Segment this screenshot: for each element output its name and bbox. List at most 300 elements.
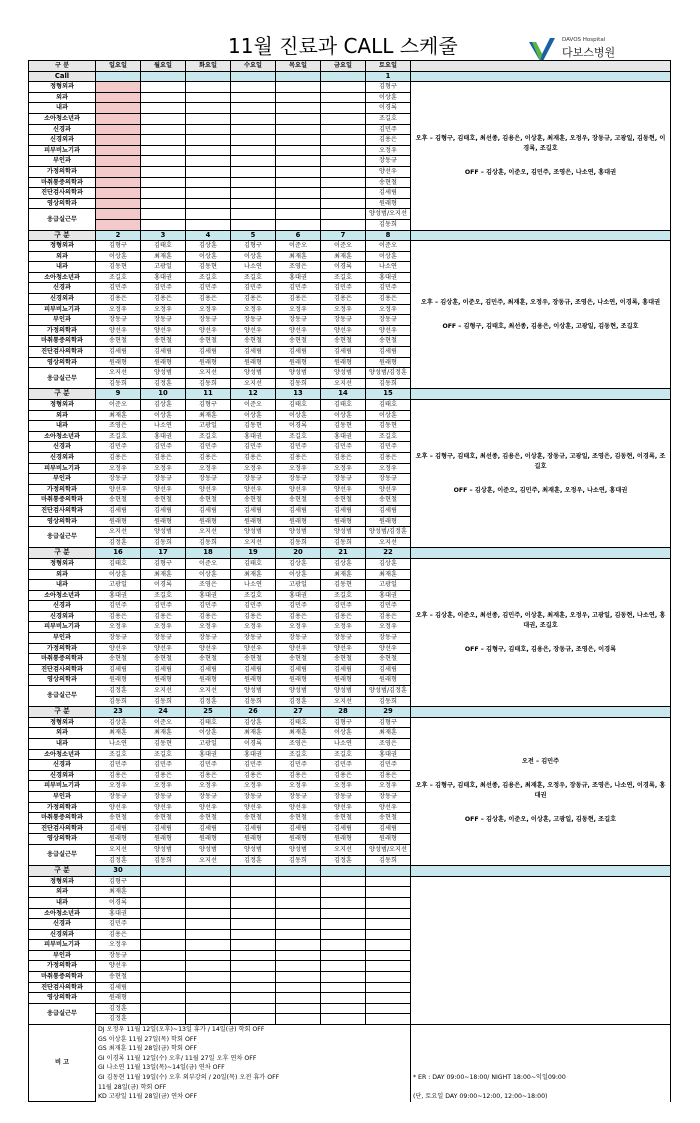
dept-label: 소아청소년과	[29, 749, 96, 760]
doctor-cell: 김태호	[321, 400, 366, 411]
week-note-line: OFF – 김상훈, 이준오, 김민주, 조영은, 나소연, 홍대권	[464, 168, 617, 176]
doctor-cell	[276, 198, 321, 209]
dept-label: 피부비뇨기과	[29, 145, 96, 156]
doctor-cell: 고광일	[141, 262, 186, 273]
doctor-cell	[276, 887, 321, 898]
doctor-cell: 이상훈	[276, 569, 321, 580]
doctor-cell: 김형구	[141, 558, 186, 569]
er-cell: 양성범	[141, 844, 186, 855]
doctor-cell: 김동현	[186, 262, 231, 273]
dept-label: 외과	[29, 569, 96, 580]
doctor-cell: 송현철	[186, 654, 231, 665]
doctor-cell: 원래형	[141, 516, 186, 527]
doctor-cell	[321, 145, 366, 156]
doctor-cell: 오정우	[186, 463, 231, 474]
doctor-cell: 최재훈	[276, 251, 321, 262]
doctor-cell	[96, 145, 141, 156]
doctor-cell: 김동현	[141, 739, 186, 750]
doctor-cell: 김세림	[366, 505, 411, 516]
doctor-cell	[231, 982, 276, 993]
week-date-row	[29, 389, 671, 400]
doctor-cell	[276, 982, 321, 993]
date-row-notes-blank	[411, 389, 671, 400]
doctor-cell: 이준오	[96, 400, 141, 411]
dept-row	[29, 876, 671, 887]
dept-label: 진단검사의학과	[29, 188, 96, 199]
doctor-cell: 양선우	[96, 961, 141, 972]
doctor-cell: 김세림	[141, 347, 186, 358]
doctor-cell: 장동규	[186, 633, 231, 644]
doctor-cell: 김용은	[231, 770, 276, 781]
doctor-cell: 송현철	[366, 813, 411, 824]
er-cell: 김동희	[186, 378, 231, 389]
dept-label: 진단검사의학과	[29, 664, 96, 675]
date-cell: 8	[366, 230, 411, 241]
doctor-cell: 오정우	[96, 622, 141, 633]
doctor-cell: 송현철	[321, 336, 366, 347]
doctor-cell	[276, 124, 321, 135]
remarks-label: 비 고	[29, 1025, 96, 1102]
doctor-cell	[186, 166, 231, 177]
dept-label: 마취통증의학과	[29, 654, 96, 665]
dept-label: 마취통증의학과	[29, 495, 96, 506]
date-cell: 9	[96, 389, 141, 400]
week-notes	[411, 558, 671, 706]
er-cell: 양성범	[321, 527, 366, 538]
remarks-row	[29, 1054, 671, 1064]
doctor-cell: 김용은	[186, 611, 231, 622]
doctor-cell	[276, 972, 321, 983]
doctor-cell: 김세림	[321, 823, 366, 834]
er-cell	[186, 1003, 231, 1014]
doctor-cell: 김세림	[186, 664, 231, 675]
er-cell: 김정훈	[321, 855, 366, 866]
doctor-cell: 원래형	[276, 834, 321, 845]
doctor-cell: 송현철	[231, 813, 276, 824]
dept-label: 신경과	[29, 124, 96, 135]
doctor-cell: 김형구	[366, 82, 411, 93]
doctor-cell: 김민주	[186, 760, 231, 771]
doctor-cell: 양선우	[276, 802, 321, 813]
doctor-cell: 원래형	[231, 675, 276, 686]
er-cell	[321, 1014, 366, 1025]
doctor-cell	[231, 929, 276, 940]
doctor-cell	[231, 993, 276, 1004]
er-cell: 김정훈	[96, 1014, 141, 1025]
doctor-cell: 송현철	[96, 336, 141, 347]
dept-label: 영상의학과	[29, 675, 96, 686]
er-cell	[141, 209, 186, 220]
doctor-cell: 김세림	[141, 664, 186, 675]
doctor-cell: 김태호	[141, 241, 186, 252]
doctor-cell: 김형구	[321, 717, 366, 728]
doctor-cell	[186, 919, 231, 930]
date-cell: 7	[321, 230, 366, 241]
er-cell: 김동희	[276, 378, 321, 389]
doctor-cell	[231, 908, 276, 919]
dept-label: 진단검사의학과	[29, 982, 96, 993]
dept-label: 내과	[29, 739, 96, 750]
remarks-right-blank	[411, 1083, 671, 1093]
date-cell: 24	[141, 707, 186, 718]
doctor-cell: 송현철	[366, 495, 411, 506]
doctor-cell: 김세림	[96, 823, 141, 834]
remarks-row	[29, 1044, 671, 1054]
doctor-cell: 원래형	[366, 357, 411, 368]
doctor-cell: 홍대권	[186, 749, 231, 760]
date-cell: 17	[141, 548, 186, 559]
dept-label: 부인과	[29, 156, 96, 167]
doctor-cell: 김용은	[96, 452, 141, 463]
doctor-cell: 김동현	[321, 580, 366, 591]
doctor-cell: 김민주	[321, 760, 366, 771]
doctor-cell	[276, 940, 321, 951]
doctor-cell: 오정우	[276, 622, 321, 633]
doctor-cell: 장동규	[186, 315, 231, 326]
doctor-cell: 고광일	[276, 580, 321, 591]
doctor-cell: 오정우	[321, 304, 366, 315]
doctor-cell: 송현철	[141, 495, 186, 506]
remarks-line: GS 최재훈 11월 28일(금) 학회 OFF	[96, 1044, 411, 1054]
doctor-cell: 김민주	[141, 760, 186, 771]
doctor-cell: 이상훈	[96, 251, 141, 262]
doctor-cell: 고광일	[366, 580, 411, 591]
doctor-cell: 조길호	[321, 272, 366, 283]
doctor-cell	[321, 188, 366, 199]
doctor-cell	[321, 908, 366, 919]
doctor-cell	[366, 961, 411, 972]
doctor-cell	[186, 177, 231, 188]
doctor-cell: 이상훈	[366, 251, 411, 262]
doctor-cell: 이경록	[321, 262, 366, 273]
er-cell: 양성범	[231, 686, 276, 697]
er-cell: 오지선	[231, 378, 276, 389]
doctor-cell: 송현철	[276, 654, 321, 665]
doctor-cell: 원래형	[231, 834, 276, 845]
doctor-cell: 김민주	[321, 601, 366, 612]
doctor-cell: 김태호	[96, 558, 141, 569]
doctor-cell: 이준오	[231, 400, 276, 411]
doctor-cell: 김용은	[321, 294, 366, 305]
doctor-cell	[321, 92, 366, 103]
er-cell: 오지선	[366, 537, 411, 548]
er-cell: 김동희	[96, 696, 141, 707]
remarks-row	[29, 1025, 671, 1035]
remarks-line: GS 이상훈 11월 27일(목) 학회 OFF	[96, 1035, 411, 1045]
doctor-cell: 원래형	[321, 516, 366, 527]
doctor-cell	[276, 145, 321, 156]
doctor-cell: 송현철	[96, 495, 141, 506]
date-cell: 16	[96, 548, 141, 559]
doctor-cell: 김세림	[141, 823, 186, 834]
doctor-cell: 최재훈	[141, 569, 186, 580]
date-cell: 19	[231, 548, 276, 559]
doctor-cell: 원래형	[231, 516, 276, 527]
doctor-cell	[321, 113, 366, 124]
date-cell: 20	[276, 548, 321, 559]
doctor-cell: 최재훈	[141, 728, 186, 739]
doctor-cell: 조길호	[366, 113, 411, 124]
er-hours-sat-note: (단, 토요일 DAY 09:00~12:00, 12:00~18:00)	[411, 1092, 671, 1102]
dept-label: 신경외과	[29, 770, 96, 781]
doctor-cell: 김민주	[96, 442, 141, 453]
er-cell: 양성범	[321, 686, 366, 697]
doctor-cell	[96, 92, 141, 103]
doctor-cell: 양선우	[96, 484, 141, 495]
dept-label: 가정의학과	[29, 802, 96, 813]
doctor-cell: 김용은	[366, 452, 411, 463]
doctor-cell: 김세림	[96, 505, 141, 516]
dept-label: 외과	[29, 251, 96, 262]
dept-label: 신경외과	[29, 294, 96, 305]
dept-label: 소아청소년과	[29, 272, 96, 283]
doctor-cell	[186, 972, 231, 983]
doctor-cell	[96, 82, 141, 93]
week-note-line: 오후 – 김상훈, 이준오, 김민주, 최재훈, 오정우, 장동규, 조영은, 나소연, 이경록, 홍대권	[420, 298, 661, 306]
doctor-cell: 김형구	[366, 717, 411, 728]
dept-label: 피부비뇨기과	[29, 622, 96, 633]
dept-label: 내과	[29, 262, 96, 273]
doctor-cell: 양선우	[366, 166, 411, 177]
er-cell: 김정훈	[276, 696, 321, 707]
er-cell: 양성범	[141, 527, 186, 538]
doctor-cell	[141, 92, 186, 103]
er-cell: 오지선	[231, 537, 276, 548]
week-note-line: OFF – 김형구, 김태호, 최선종, 김용은, 이상훈, 고광일, 김동현, 조길호	[442, 322, 639, 330]
er-cell: 양성범	[276, 368, 321, 379]
doctor-cell: 이준오	[276, 241, 321, 252]
doctor-cell: 송현철	[231, 654, 276, 665]
doctor-cell: 양선우	[366, 802, 411, 813]
doctor-cell: 오정우	[366, 463, 411, 474]
doctor-cell: 나소연	[321, 739, 366, 750]
dept-label: 신경과	[29, 760, 96, 771]
doctor-cell: 양선우	[366, 484, 411, 495]
doctor-cell: 조길호	[96, 272, 141, 283]
date-cell	[276, 866, 321, 877]
date-cell: 25	[186, 707, 231, 718]
er-label: 응급실근무	[29, 368, 96, 389]
doctor-cell: 김민주	[366, 760, 411, 771]
date-cell: 6	[276, 230, 321, 241]
doctor-cell: 송현철	[141, 336, 186, 347]
er-cell: 양성범/오지선	[366, 844, 411, 855]
date-cell: 13	[276, 389, 321, 400]
er-cell	[186, 209, 231, 220]
doctor-cell: 김형구	[96, 876, 141, 887]
doctor-cell	[186, 135, 231, 146]
header-day: 수요일	[231, 61, 276, 72]
doctor-cell	[321, 897, 366, 908]
er-cell: 김정훈	[231, 855, 276, 866]
doctor-cell: 김세림	[276, 347, 321, 358]
doctor-cell: 김세림	[96, 982, 141, 993]
doctor-cell: 김세림	[231, 823, 276, 834]
doctor-cell	[276, 908, 321, 919]
er-cell: 양성범	[231, 844, 276, 855]
doctor-cell	[276, 919, 321, 930]
header-day: 금요일	[321, 61, 366, 72]
doctor-cell	[96, 177, 141, 188]
doctor-cell	[321, 950, 366, 961]
doctor-cell: 양선우	[96, 325, 141, 336]
date-row-notes-blank	[411, 866, 671, 877]
doctor-cell: 최재훈	[96, 410, 141, 421]
doctor-cell: 김세림	[366, 347, 411, 358]
doctor-cell	[321, 876, 366, 887]
doctor-cell	[96, 113, 141, 124]
doctor-cell: 김세림	[321, 347, 366, 358]
doctor-cell: 송현철	[186, 813, 231, 824]
doctor-cell: 양선우	[231, 484, 276, 495]
doctor-cell: 이경록	[96, 897, 141, 908]
dept-label: 소아청소년과	[29, 431, 96, 442]
doctor-cell: 김민주	[186, 442, 231, 453]
date-cell: 3	[141, 230, 186, 241]
doctor-cell	[141, 940, 186, 951]
doctor-cell	[141, 188, 186, 199]
doctor-cell: 김민주	[186, 601, 231, 612]
doctor-cell	[186, 92, 231, 103]
doctor-cell	[231, 82, 276, 93]
er-cell: 김동희	[276, 537, 321, 548]
doctor-cell: 송현철	[186, 336, 231, 347]
doctor-cell	[141, 897, 186, 908]
doctor-cell	[366, 972, 411, 983]
er-cell: 김동희	[366, 219, 411, 230]
doctor-cell: 송현철	[366, 177, 411, 188]
dept-label: 부인과	[29, 791, 96, 802]
doctor-cell	[96, 198, 141, 209]
date-cell: 14	[321, 389, 366, 400]
er-cell: 오지선	[186, 855, 231, 866]
doctor-cell: 장동규	[186, 791, 231, 802]
header-day: 목요일	[276, 61, 321, 72]
doctor-cell: 김세림	[96, 664, 141, 675]
doctor-cell	[231, 124, 276, 135]
doctor-cell: 김세림	[276, 823, 321, 834]
dept-row	[29, 400, 671, 411]
doctor-cell: 오정우	[231, 463, 276, 474]
doctor-cell	[321, 124, 366, 135]
dept-label: 피부비뇨기과	[29, 940, 96, 951]
dept-label: 내과	[29, 103, 96, 114]
doctor-cell: 이상훈	[321, 728, 366, 739]
er-cell: 양성범/김정훈	[366, 527, 411, 538]
doctor-cell	[321, 103, 366, 114]
doctor-cell	[231, 156, 276, 167]
er-cell	[321, 1003, 366, 1014]
doctor-cell: 김민주	[276, 601, 321, 612]
doctor-cell: 김태호	[366, 400, 411, 411]
doctor-cell	[141, 103, 186, 114]
doctor-cell	[186, 929, 231, 940]
doctor-cell	[96, 166, 141, 177]
dept-label: 외과	[29, 728, 96, 739]
doctor-cell: 김용은	[276, 452, 321, 463]
doctor-cell: 송현철	[321, 654, 366, 665]
er-cell: 오지선	[96, 527, 141, 538]
er-cell	[96, 209, 141, 220]
doctor-cell	[141, 993, 186, 1004]
date-row-notes-blank	[411, 230, 671, 241]
dept-label: 영상의학과	[29, 834, 96, 845]
remarks-right-blank	[411, 1054, 671, 1064]
er-label: 응급실근무	[29, 1003, 96, 1024]
doctor-cell	[141, 919, 186, 930]
doctor-cell	[141, 177, 186, 188]
doctor-cell: 김동현	[321, 421, 366, 432]
er-cell: 오지선	[186, 527, 231, 538]
doctor-cell: 양선우	[231, 643, 276, 654]
doctor-cell: 송현철	[321, 813, 366, 824]
doctor-cell: 양선우	[96, 802, 141, 813]
header-day: 화요일	[186, 61, 231, 72]
er-label: 응급실근무	[29, 209, 96, 230]
er-cell: 김정훈	[141, 378, 186, 389]
doctor-cell	[366, 982, 411, 993]
doctor-cell: 김태호	[186, 717, 231, 728]
dept-label: 신경과	[29, 283, 96, 294]
doctor-cell	[321, 982, 366, 993]
doctor-cell: 오정우	[96, 304, 141, 315]
date-cell: 28	[321, 707, 366, 718]
doctor-cell	[231, 166, 276, 177]
doctor-cell	[186, 156, 231, 167]
dept-label: 내과	[29, 580, 96, 591]
doctor-cell: 장동규	[141, 315, 186, 326]
doctor-cell: 김태호	[276, 400, 321, 411]
doctor-cell: 이상훈	[186, 251, 231, 262]
doctor-cell: 김민주	[96, 601, 141, 612]
doctor-cell	[231, 92, 276, 103]
doctor-cell	[141, 82, 186, 93]
doctor-cell: 김용은	[96, 294, 141, 305]
doctor-cell	[96, 135, 141, 146]
doctor-cell	[276, 166, 321, 177]
dept-label: 영상의학과	[29, 357, 96, 368]
doctor-cell: 이경록	[366, 103, 411, 114]
doctor-cell: 장동규	[366, 633, 411, 644]
doctor-cell: 김상훈	[96, 717, 141, 728]
doctor-cell	[321, 177, 366, 188]
doctor-cell: 조길호	[141, 590, 186, 601]
doctor-cell: 조길호	[321, 590, 366, 601]
dept-label: 정형외과	[29, 400, 96, 411]
doctor-cell: 김상훈	[321, 558, 366, 569]
doctor-cell: 김상훈	[366, 558, 411, 569]
week-note-line: OFF – 김상훈, 이준오, 이상훈, 고광일, 김동현, 조길호	[464, 816, 617, 824]
er-cell	[276, 1003, 321, 1014]
doctor-cell	[366, 919, 411, 930]
er-cell: 김동희	[231, 696, 276, 707]
doctor-cell: 이상훈	[366, 92, 411, 103]
doctor-cell: 오정우	[186, 781, 231, 792]
er-cell	[231, 219, 276, 230]
doctor-cell: 김상훈	[186, 241, 231, 252]
doctor-cell: 조길호	[186, 272, 231, 283]
doctor-cell: 김세림	[141, 505, 186, 516]
doctor-cell	[96, 188, 141, 199]
doctor-cell: 원래형	[321, 834, 366, 845]
doctor-cell	[231, 177, 276, 188]
doctor-cell	[186, 103, 231, 114]
doctor-cell	[321, 961, 366, 972]
er-cell	[321, 219, 366, 230]
doctor-cell: 이준오	[186, 558, 231, 569]
doctor-cell	[96, 103, 141, 114]
dept-row	[29, 241, 671, 252]
